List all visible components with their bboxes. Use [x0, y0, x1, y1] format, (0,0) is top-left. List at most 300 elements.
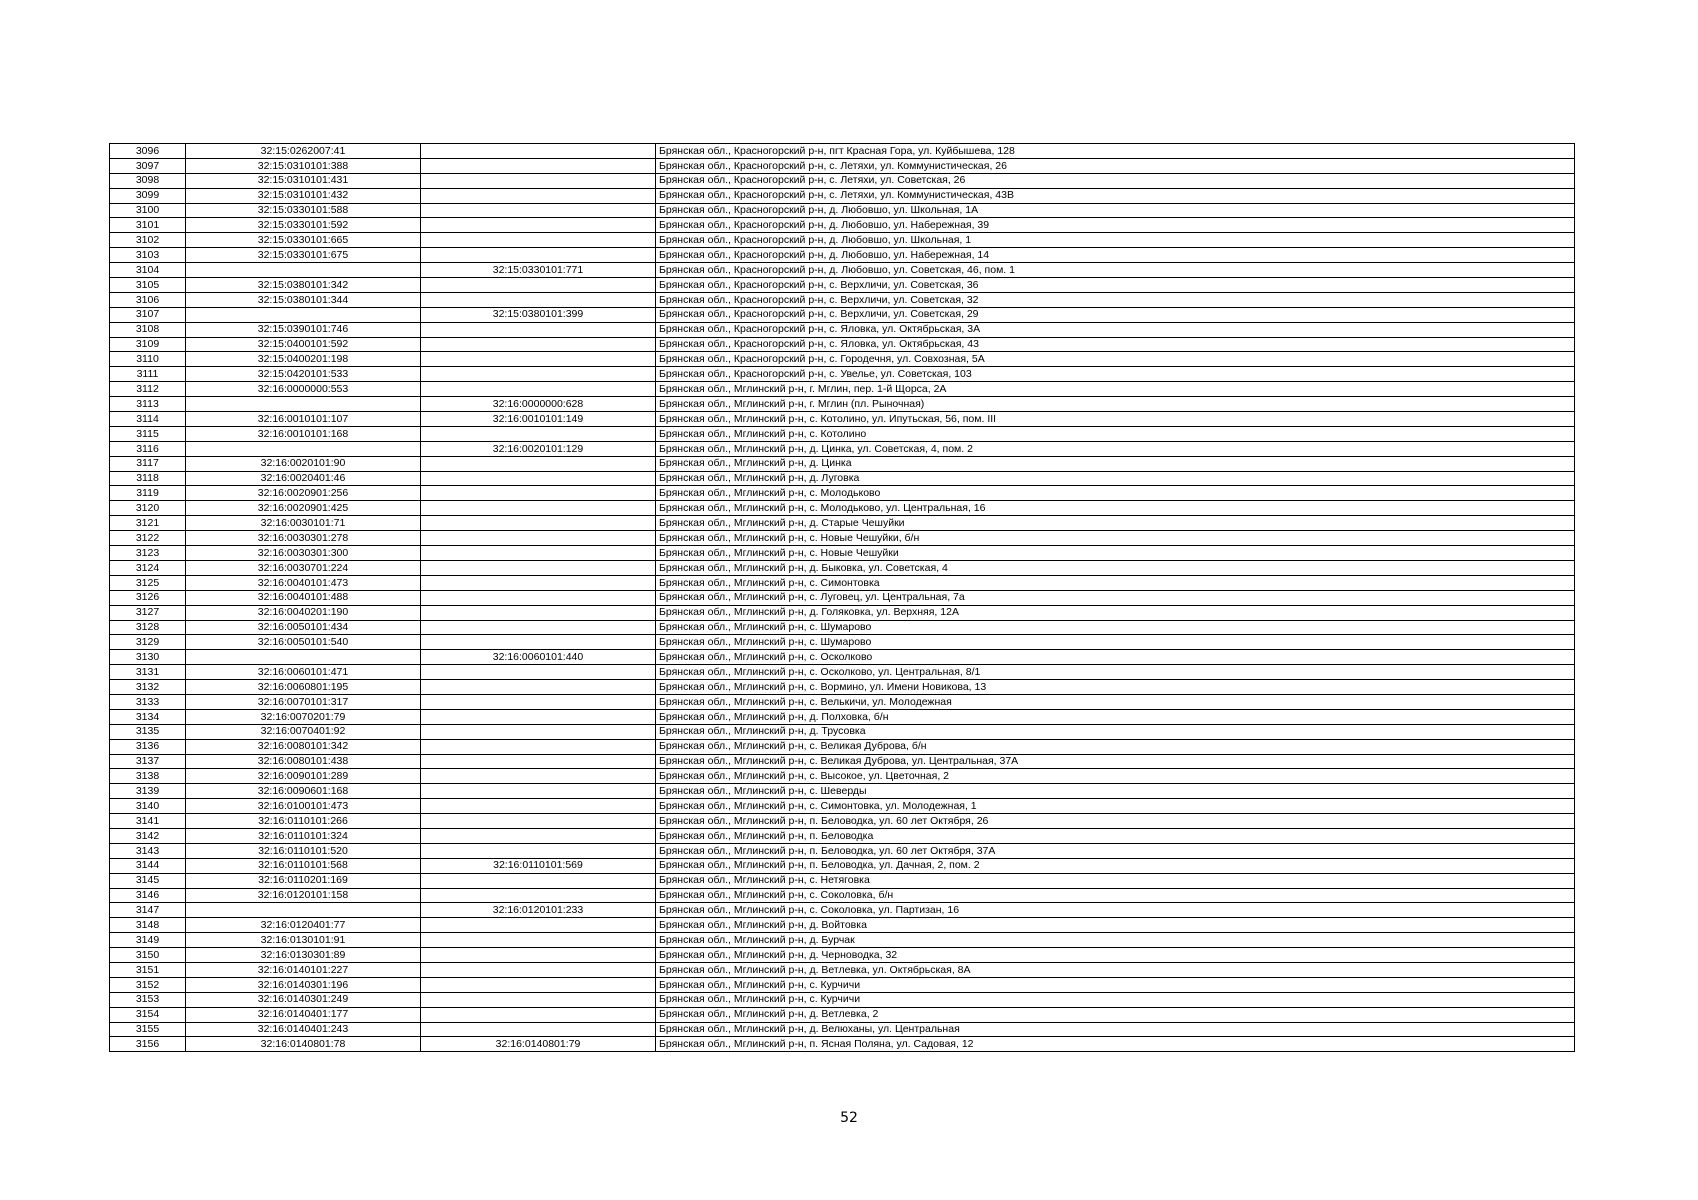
table-row: [110, 397, 1575, 412]
related-cadastral-number-cell: [421, 188, 656, 203]
table-row: [110, 992, 1575, 1007]
table-row: [110, 1037, 1575, 1052]
cadastral-number-cell: 32:16:0010101:107: [186, 412, 421, 427]
row-number-cell: 3135: [110, 724, 186, 739]
cadastral-number-cell: 32:16:0140301:249: [186, 992, 421, 1007]
table-row: [110, 903, 1575, 918]
table-row: [110, 531, 1575, 546]
address-cell: Брянская обл., Красногорский р-н, с. Летяхи, ул. Советская, 26: [656, 173, 1575, 188]
address-cell: Брянская обл., Мглинский р-н, с. Велькичи, ул. Молодежная: [656, 694, 1575, 709]
row-number-cell: 3154: [110, 1007, 186, 1022]
cadastral-number-cell: 32:16:0140301:196: [186, 977, 421, 992]
row-number-cell: 3147: [110, 903, 186, 918]
cadastral-number-cell: 32:16:0070101:317: [186, 694, 421, 709]
related-cadastral-number-cell: [421, 248, 656, 263]
cadastral-number-cell: 32:16:0140801:78: [186, 1037, 421, 1052]
related-cadastral-number-cell: [421, 322, 656, 337]
table-row: [110, 412, 1575, 427]
address-cell: Брянская обл., Мглинский р-н, д. Цинка: [656, 456, 1575, 471]
table-row: [110, 754, 1575, 769]
cadastral-number-cell: 32:16:0020401:46: [186, 471, 421, 486]
address-cell: Брянская обл., Мглинский р-н, с. Курчичи: [656, 977, 1575, 992]
table-row: [110, 769, 1575, 784]
related-cadastral-number-cell: 32:16:0140801:79: [421, 1037, 656, 1052]
table-row: [110, 665, 1575, 680]
row-number-cell: 3146: [110, 888, 186, 903]
table-row: [110, 739, 1575, 754]
address-cell: Брянская обл., Мглинский р-н, д. Ветлевка, 2: [656, 1007, 1575, 1022]
cadastral-number-cell: 32:15:0380101:344: [186, 292, 421, 307]
cadastral-number-cell: 32:15:0262007:41: [186, 144, 421, 159]
table-row: [110, 218, 1575, 233]
table-row: [110, 441, 1575, 456]
address-cell: Брянская обл., Мглинский р-н, г. Мглин, пер. 1-й Щорса, 2А: [656, 382, 1575, 397]
cadastral-number-cell: 32:16:0140401:177: [186, 1007, 421, 1022]
table-row: [110, 709, 1575, 724]
row-number-cell: 3132: [110, 680, 186, 695]
related-cadastral-number-cell: 32:16:0120101:233: [421, 903, 656, 918]
address-cell: Брянская обл., Мглинский р-н, д. Трусовка: [656, 724, 1575, 739]
table-row: [110, 233, 1575, 248]
row-number-cell: 3134: [110, 709, 186, 724]
cadastral-number-cell: 32:16:0000000:553: [186, 382, 421, 397]
cadastral-number-cell: 32:15:0330101:588: [186, 203, 421, 218]
table-row: [110, 203, 1575, 218]
address-cell: Брянская обл., Мглинский р-н, с. Новые Чешуйки: [656, 546, 1575, 561]
table-row: [110, 843, 1575, 858]
table-row: [110, 501, 1575, 516]
cadastral-number-cell: 32:16:0110101:520: [186, 843, 421, 858]
related-cadastral-number-cell: [421, 754, 656, 769]
row-number-cell: 3130: [110, 650, 186, 665]
table-row: [110, 337, 1575, 352]
cadastral-number-cell: 32:15:0330101:592: [186, 218, 421, 233]
related-cadastral-number-cell: [421, 426, 656, 441]
address-cell: Брянская обл., Мглинский р-н, с. Шумарово: [656, 620, 1575, 635]
row-number-cell: 3137: [110, 754, 186, 769]
row-number-cell: 3114: [110, 412, 186, 427]
related-cadastral-number-cell: [421, 456, 656, 471]
address-cell: Брянская обл., Мглинский р-н, п. Беловодка, ул. 60 лет Октября, 37А: [656, 843, 1575, 858]
row-number-cell: 3141: [110, 814, 186, 829]
row-number-cell: 3113: [110, 397, 186, 412]
row-number-cell: 3100: [110, 203, 186, 218]
table-row: [110, 382, 1575, 397]
related-cadastral-number-cell: [421, 575, 656, 590]
cadastral-number-cell: 32:15:0380101:342: [186, 278, 421, 293]
address-cell: Брянская обл., Красногорский р-н, с. Городечня, ул. Совхозная, 5А: [656, 352, 1575, 367]
cadastral-number-cell: 32:16:0090601:168: [186, 784, 421, 799]
table-row: [110, 858, 1575, 873]
cadastral-number-cell: [186, 263, 421, 278]
address-cell: Брянская обл., Красногорский р-н, д. Любовшо, ул. Набережная, 14: [656, 248, 1575, 263]
address-cell: Брянская обл., Мглинский р-н, с. Молодьково: [656, 486, 1575, 501]
address-cell: Брянская обл., Красногорский р-н, с. Яловка, ул. Октябрьская, 3А: [656, 322, 1575, 337]
cadastral-number-cell: 32:15:0400101:592: [186, 337, 421, 352]
cadastral-number-cell: 32:16:0060101:471: [186, 665, 421, 680]
row-number-cell: 3133: [110, 694, 186, 709]
table-row: [110, 799, 1575, 814]
table-row: [110, 590, 1575, 605]
related-cadastral-number-cell: 32:16:0020101:129: [421, 441, 656, 456]
table-row: [110, 724, 1575, 739]
table-row: [110, 248, 1575, 263]
cadastral-number-cell: 32:16:0040101:488: [186, 590, 421, 605]
address-cell: Брянская обл., Красногорский р-н, пгт Красная Гора, ул. Куйбышева, 128: [656, 144, 1575, 159]
related-cadastral-number-cell: [421, 546, 656, 561]
related-cadastral-number-cell: [421, 367, 656, 382]
table-row: [110, 1022, 1575, 1037]
related-cadastral-number-cell: 32:16:0110101:569: [421, 858, 656, 873]
cadastral-number-cell: 32:16:0110101:568: [186, 858, 421, 873]
related-cadastral-number-cell: [421, 620, 656, 635]
cadastral-number-cell: 32:16:0010101:168: [186, 426, 421, 441]
related-cadastral-number-cell: [421, 203, 656, 218]
address-cell: Брянская обл., Мглинский р-н, п. Ясная Поляна, ул. Садовая, 12: [656, 1037, 1575, 1052]
table-row: [110, 694, 1575, 709]
related-cadastral-number-cell: [421, 784, 656, 799]
row-number-cell: 3128: [110, 620, 186, 635]
address-cell: Брянская обл., Мглинский р-н, д. Полховка, б/н: [656, 709, 1575, 724]
row-number-cell: 3109: [110, 337, 186, 352]
address-cell: Брянская обл., Мглинский р-н, д. Голяковка, ул. Верхняя, 12А: [656, 605, 1575, 620]
address-cell: Брянская обл., Мглинский р-н, с. Новые Чешуйки, б/н: [656, 531, 1575, 546]
address-cell: Брянская обл., Мглинский р-н, д. Ветлевка, ул. Октябрьская, 8А: [656, 962, 1575, 977]
address-cell: Брянская обл., Мглинский р-н, с. Котолино, ул. Ипутьская, 56, пом. III: [656, 412, 1575, 427]
row-number-cell: 3101: [110, 218, 186, 233]
related-cadastral-number-cell: [421, 769, 656, 784]
table-row: [110, 888, 1575, 903]
cadastral-number-cell: 32:16:0040101:473: [186, 575, 421, 590]
row-number-cell: 3121: [110, 516, 186, 531]
row-number-cell: 3152: [110, 977, 186, 992]
address-cell: Брянская обл., Мглинский р-н, п. Беловодка, ул. 60 лет Октября, 26: [656, 814, 1575, 829]
table-row: [110, 873, 1575, 888]
cadastral-number-cell: 32:16:0110201:169: [186, 873, 421, 888]
row-number-cell: 3104: [110, 263, 186, 278]
address-cell: Брянская обл., Мглинский р-н, г. Мглин (пл. Рыночная): [656, 397, 1575, 412]
cadastral-number-cell: 32:15:0330101:665: [186, 233, 421, 248]
cadastral-number-cell: 32:16:0130101:91: [186, 933, 421, 948]
row-number-cell: 3107: [110, 307, 186, 322]
cadastral-number-cell: 32:16:0080101:342: [186, 739, 421, 754]
cadastral-number-cell: [186, 307, 421, 322]
cadastral-number-cell: 32:16:0070201:79: [186, 709, 421, 724]
cadastral-number-cell: 32:16:0140401:243: [186, 1022, 421, 1037]
related-cadastral-number-cell: [421, 828, 656, 843]
cadastral-number-cell: 32:16:0080101:438: [186, 754, 421, 769]
row-number-cell: 3118: [110, 471, 186, 486]
table-row: [110, 650, 1575, 665]
related-cadastral-number-cell: [421, 635, 656, 650]
related-cadastral-number-cell: [421, 292, 656, 307]
row-number-cell: 3139: [110, 784, 186, 799]
related-cadastral-number-cell: [421, 337, 656, 352]
address-cell: Брянская обл., Мглинский р-н, с. Симонтовка, ул. Молодежная, 1: [656, 799, 1575, 814]
row-number-cell: 3153: [110, 992, 186, 1007]
related-cadastral-number-cell: [421, 531, 656, 546]
related-cadastral-number-cell: [421, 605, 656, 620]
row-number-cell: 3155: [110, 1022, 186, 1037]
table-row: [110, 158, 1575, 173]
table-row: [110, 426, 1575, 441]
table-row: [110, 933, 1575, 948]
related-cadastral-number-cell: [421, 486, 656, 501]
cadastral-number-cell: [186, 650, 421, 665]
related-cadastral-number-cell: [421, 977, 656, 992]
cadastral-number-cell: 32:15:0400201:198: [186, 352, 421, 367]
table-row: [110, 188, 1575, 203]
row-number-cell: 3099: [110, 188, 186, 203]
row-number-cell: 3136: [110, 739, 186, 754]
related-cadastral-number-cell: [421, 739, 656, 754]
related-cadastral-number-cell: 32:16:0000000:628: [421, 397, 656, 412]
table-row: [110, 680, 1575, 695]
cadastral-number-cell: 32:15:0310101:432: [186, 188, 421, 203]
row-number-cell: 3127: [110, 605, 186, 620]
address-cell: Брянская обл., Красногорский р-н, д. Любовшо, ул. Школьная, 1А: [656, 203, 1575, 218]
row-number-cell: 3125: [110, 575, 186, 590]
registry-table: [109, 143, 1575, 1052]
table-row: [110, 367, 1575, 382]
related-cadastral-number-cell: [421, 352, 656, 367]
row-number-cell: 3148: [110, 918, 186, 933]
table-row: [110, 263, 1575, 278]
related-cadastral-number-cell: [421, 709, 656, 724]
row-number-cell: 3140: [110, 799, 186, 814]
related-cadastral-number-cell: [421, 471, 656, 486]
address-cell: Брянская обл., Красногорский р-н, с. Яловка, ул. Октябрьская, 43: [656, 337, 1575, 352]
cadastral-number-cell: 32:16:0060801:195: [186, 680, 421, 695]
address-cell: Брянская обл., Мглинский р-н, с. Молодьково, ул. Центральная, 16: [656, 501, 1575, 516]
cadastral-number-cell: 32:15:0420101:533: [186, 367, 421, 382]
related-cadastral-number-cell: 32:16:0010101:149: [421, 412, 656, 427]
cadastral-number-cell: [186, 903, 421, 918]
row-number-cell: 3143: [110, 843, 186, 858]
table-row: [110, 828, 1575, 843]
row-number-cell: 3103: [110, 248, 186, 263]
address-cell: Брянская обл., Красногорский р-н, д. Любовшо, ул. Школьная, 1: [656, 233, 1575, 248]
related-cadastral-number-cell: [421, 382, 656, 397]
related-cadastral-number-cell: [421, 173, 656, 188]
row-number-cell: 3120: [110, 501, 186, 516]
cadastral-number-cell: 32:16:0030301:278: [186, 531, 421, 546]
cadastral-number-cell: 32:16:0110101:324: [186, 828, 421, 843]
address-cell: Брянская обл., Мглинский р-н, д. Цинка, ул. Советская, 4, пом. 2: [656, 441, 1575, 456]
table-row: [110, 814, 1575, 829]
related-cadastral-number-cell: [421, 590, 656, 605]
related-cadastral-number-cell: [421, 233, 656, 248]
address-cell: Брянская обл., Мглинский р-н, с. Нетяговка: [656, 873, 1575, 888]
cadastral-number-cell: 32:16:0020101:90: [186, 456, 421, 471]
related-cadastral-number-cell: [421, 724, 656, 739]
row-number-cell: 3131: [110, 665, 186, 680]
table-row: [110, 918, 1575, 933]
row-number-cell: 3126: [110, 590, 186, 605]
address-cell: Брянская обл., Мглинский р-н, д. Луговка: [656, 471, 1575, 486]
related-cadastral-number-cell: [421, 680, 656, 695]
cadastral-number-cell: 32:15:0330101:675: [186, 248, 421, 263]
address-cell: Брянская обл., Красногорский р-н, с. Верхличи, ул. Советская, 32: [656, 292, 1575, 307]
cadastral-number-cell: 32:15:0310101:431: [186, 173, 421, 188]
related-cadastral-number-cell: [421, 1007, 656, 1022]
cadastral-number-cell: 32:16:0020901:256: [186, 486, 421, 501]
table-row: [110, 456, 1575, 471]
row-number-cell: 3111: [110, 367, 186, 382]
table-row: [110, 962, 1575, 977]
related-cadastral-number-cell: [421, 933, 656, 948]
row-number-cell: 3122: [110, 531, 186, 546]
table-row: [110, 471, 1575, 486]
row-number-cell: 3129: [110, 635, 186, 650]
row-number-cell: 3151: [110, 962, 186, 977]
table-row: [110, 352, 1575, 367]
related-cadastral-number-cell: [421, 948, 656, 963]
related-cadastral-number-cell: [421, 158, 656, 173]
cadastral-number-cell: [186, 397, 421, 412]
address-cell: Брянская обл., Мглинский р-н, с. Осколково: [656, 650, 1575, 665]
address-cell: Брянская обл., Мглинский р-н, с. Вормино, ул. Имени Новикова, 13: [656, 680, 1575, 695]
row-number-cell: 3124: [110, 560, 186, 575]
table-row: [110, 635, 1575, 650]
table-row: [110, 516, 1575, 531]
table-row: [110, 144, 1575, 159]
related-cadastral-number-cell: [421, 992, 656, 1007]
address-cell: Брянская обл., Мглинский р-н, д. Старые Чешуйки: [656, 516, 1575, 531]
row-number-cell: 3145: [110, 873, 186, 888]
address-cell: Брянская обл., Мглинский р-н, д. Быковка, ул. Советская, 4: [656, 560, 1575, 575]
cadastral-number-cell: 32:15:0390101:746: [186, 322, 421, 337]
related-cadastral-number-cell: [421, 962, 656, 977]
related-cadastral-number-cell: 32:15:0380101:399: [421, 307, 656, 322]
cadastral-number-cell: 32:16:0050101:540: [186, 635, 421, 650]
address-cell: Брянская обл., Красногорский р-н, с. Увелье, ул. Советская, 103: [656, 367, 1575, 382]
row-number-cell: 3144: [110, 858, 186, 873]
related-cadastral-number-cell: [421, 278, 656, 293]
row-number-cell: 3123: [110, 546, 186, 561]
row-number-cell: 3115: [110, 426, 186, 441]
address-cell: Брянская обл., Мглинский р-н, с. Курчичи: [656, 992, 1575, 1007]
cadastral-number-cell: 32:16:0130301:89: [186, 948, 421, 963]
table-row: [110, 1007, 1575, 1022]
address-cell: Брянская обл., Мглинский р-н, с. Великая Дуброва, б/н: [656, 739, 1575, 754]
address-cell: Брянская обл., Красногорский р-н, с. Верхличи, ул. Советская, 36: [656, 278, 1575, 293]
registry-table-body: [110, 144, 1575, 1052]
related-cadastral-number-cell: [421, 1022, 656, 1037]
cadastral-number-cell: 32:16:0090101:289: [186, 769, 421, 784]
address-cell: Брянская обл., Мглинский р-н, с. Симонтовка: [656, 575, 1575, 590]
row-number-cell: 3117: [110, 456, 186, 471]
table-row: [110, 948, 1575, 963]
cadastral-number-cell: 32:16:0070401:92: [186, 724, 421, 739]
row-number-cell: 3098: [110, 173, 186, 188]
table-row: [110, 546, 1575, 561]
row-number-cell: 3096: [110, 144, 186, 159]
cadastral-number-cell: 32:16:0040201:190: [186, 605, 421, 620]
row-number-cell: 3142: [110, 828, 186, 843]
address-cell: Брянская обл., Мглинский р-н, д. Бурчак: [656, 933, 1575, 948]
related-cadastral-number-cell: [421, 799, 656, 814]
related-cadastral-number-cell: [421, 873, 656, 888]
address-cell: Брянская обл., Красногорский р-н, д. Любовшо, ул. Советская, 46, пом. 1: [656, 263, 1575, 278]
address-cell: Брянская обл., Красногорский р-н, с. Летяхи, ул. Коммунистическая, 26: [656, 158, 1575, 173]
address-cell: Брянская обл., Красногорский р-н, с. Верхличи, ул. Советская, 29: [656, 307, 1575, 322]
row-number-cell: 3119: [110, 486, 186, 501]
table-row: [110, 977, 1575, 992]
table-row: [110, 292, 1575, 307]
cadastral-number-cell: 32:16:0110101:266: [186, 814, 421, 829]
table-row: [110, 575, 1575, 590]
table-row: [110, 605, 1575, 620]
address-cell: Брянская обл., Мглинский р-н, с. Великая Дуброва, ул. Центральная, 37А: [656, 754, 1575, 769]
cadastral-number-cell: 32:16:0020901:425: [186, 501, 421, 516]
table-row: [110, 278, 1575, 293]
row-number-cell: 3156: [110, 1037, 186, 1052]
address-cell: Брянская обл., Мглинский р-н, д. Войтовка: [656, 918, 1575, 933]
address-cell: Брянская обл., Мглинский р-н, п. Беловодка, ул. Дачная, 2, пом. 2: [656, 858, 1575, 873]
cadastral-number-cell: 32:16:0050101:434: [186, 620, 421, 635]
row-number-cell: 3105: [110, 278, 186, 293]
row-number-cell: 3097: [110, 158, 186, 173]
related-cadastral-number-cell: [421, 144, 656, 159]
cadastral-number-cell: 32:15:0310101:388: [186, 158, 421, 173]
address-cell: Брянская обл., Мглинский р-н, п. Беловодка: [656, 828, 1575, 843]
address-cell: Брянская обл., Мглинский р-н, с. Котолино: [656, 426, 1575, 441]
address-cell: Брянская обл., Мглинский р-н, с. Луговец, ул. Центральная, 7а: [656, 590, 1575, 605]
related-cadastral-number-cell: [421, 516, 656, 531]
table-row: [110, 173, 1575, 188]
related-cadastral-number-cell: [421, 814, 656, 829]
related-cadastral-number-cell: [421, 694, 656, 709]
row-number-cell: 3149: [110, 933, 186, 948]
cadastral-number-cell: 32:16:0120401:77: [186, 918, 421, 933]
related-cadastral-number-cell: [421, 665, 656, 680]
row-number-cell: 3108: [110, 322, 186, 337]
address-cell: Брянская обл., Красногорский р-н, с. Летяхи, ул. Коммунистическая, 43В: [656, 188, 1575, 203]
address-cell: Брянская обл., Мглинский р-н, с. Осколково, ул. Центральная, 8/1: [656, 665, 1575, 680]
row-number-cell: 3106: [110, 292, 186, 307]
table-row: [110, 620, 1575, 635]
related-cadastral-number-cell: [421, 501, 656, 516]
row-number-cell: 3112: [110, 382, 186, 397]
table-row: [110, 784, 1575, 799]
address-cell: Брянская обл., Мглинский р-н, с. Высокое, ул. Цветочная, 2: [656, 769, 1575, 784]
address-cell: Брянская обл., Мглинский р-н, с. Соколовка, б/н: [656, 888, 1575, 903]
cadastral-number-cell: 32:16:0030101:71: [186, 516, 421, 531]
related-cadastral-number-cell: [421, 843, 656, 858]
table-row: [110, 560, 1575, 575]
row-number-cell: 3116: [110, 441, 186, 456]
related-cadastral-number-cell: [421, 560, 656, 575]
table-row: [110, 307, 1575, 322]
cadastral-number-cell: 32:16:0140101:227: [186, 962, 421, 977]
address-cell: Брянская обл., Красногорский р-н, д. Любовшо, ул. Набережная, 39: [656, 218, 1575, 233]
table-row: [110, 322, 1575, 337]
table-row: [110, 486, 1575, 501]
page-number: 52: [840, 1110, 858, 1126]
related-cadastral-number-cell: [421, 918, 656, 933]
related-cadastral-number-cell: 32:16:0060101:440: [421, 650, 656, 665]
related-cadastral-number-cell: 32:15:0330101:771: [421, 263, 656, 278]
row-number-cell: 3110: [110, 352, 186, 367]
cadastral-number-cell: [186, 441, 421, 456]
address-cell: Брянская обл., Мглинский р-н, с. Шумарово: [656, 635, 1575, 650]
cadastral-number-cell: 32:16:0030701:224: [186, 560, 421, 575]
row-number-cell: 3138: [110, 769, 186, 784]
address-cell: Брянская обл., Мглинский р-н, д. Черноводка, 32: [656, 948, 1575, 963]
cadastral-number-cell: 32:16:0120101:158: [186, 888, 421, 903]
address-cell: Брянская обл., Мглинский р-н, с. Шеверды: [656, 784, 1575, 799]
